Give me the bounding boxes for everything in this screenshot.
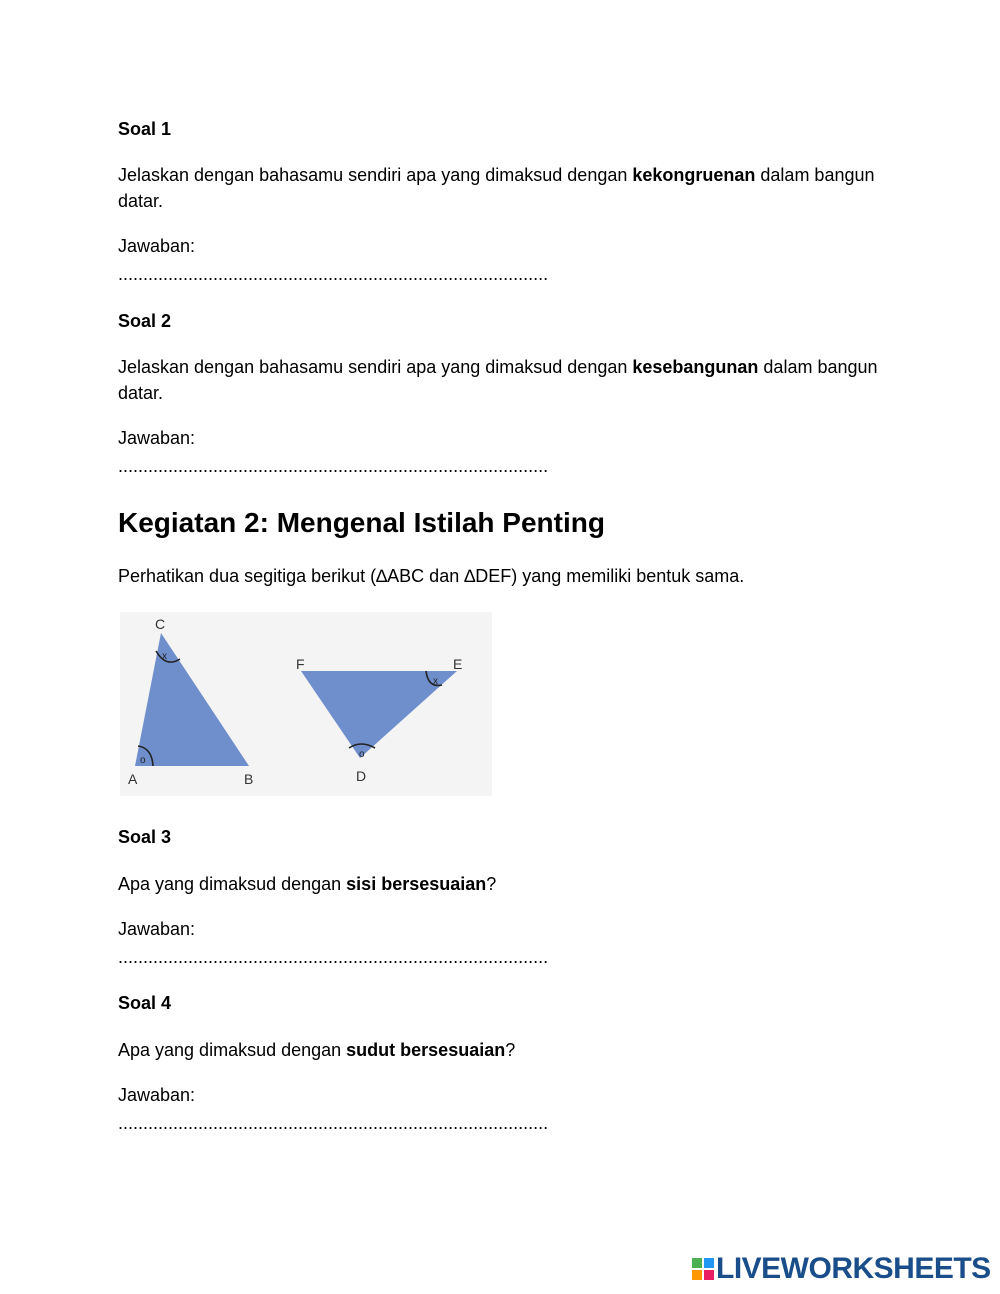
soal-1-answer-label: Jawaban: <box>118 236 196 256</box>
label-e: E <box>453 656 463 672</box>
kegiatan-2-intro: Perhatikan dua segitiga berikut (∆ABC dan ∆DEF) yang memiliki bentuk sama. <box>118 566 745 586</box>
label-f: F <box>296 656 305 672</box>
soal-2-answer-label: Jawaban: <box>118 428 196 448</box>
soal-4-term: sudut bersesuaian <box>346 1040 506 1060</box>
soal-3-title: Soal 3 <box>118 827 172 847</box>
kegiatan-2-heading: Kegiatan 2: Mengenal Istilah Penting <box>118 507 605 538</box>
soal-4-title: Soal 4 <box>118 993 172 1013</box>
angle-x-c: x <box>162 651 167 662</box>
soal-1-answer-line[interactable]: ...................................................................................... <box>118 264 549 284</box>
label-a: A <box>128 771 138 787</box>
soal-2-title: Soal 2 <box>118 311 172 331</box>
logo-text: LIVEWORKSHEETS <box>716 1252 991 1285</box>
soal-4-answer-label: Jawaban: <box>118 1085 196 1105</box>
soal-4-question: Apa yang dimaksud dengan sudut bersesuaian? <box>118 1040 516 1060</box>
triangle-abc <box>135 633 249 766</box>
angle-o-d: o <box>359 749 365 760</box>
soal-3-term: sisi bersesuaian <box>346 874 487 894</box>
soal-1-title: Soal 1 <box>118 119 172 139</box>
soal-3-answer-line[interactable]: ...................................................................................... <box>118 947 549 967</box>
logo-blocks-icon <box>692 1257 716 1281</box>
soal-1-term: kekongruenan <box>632 165 756 185</box>
soal-3-question: Apa yang dimaksud dengan sisi bersesuaian? <box>118 874 497 894</box>
soal-4-answer-line[interactable]: ...................................................................................... <box>118 1113 549 1133</box>
angle-x-e: x <box>433 676 438 687</box>
label-c: C <box>155 616 166 632</box>
triangles-figure <box>120 612 492 796</box>
soal-2-answer-line[interactable]: ...................................................................................... <box>118 456 549 476</box>
soal-1-question: Jelaskan dengan bahasamu sendiri apa yang dimaksud dengan kekongruenan dalam bangun datar. <box>118 165 875 211</box>
soal-2-question: Jelaskan dengan bahasamu sendiri apa yang dimaksud dengan kesebangunan dalam bangun datar. <box>118 357 878 403</box>
label-d: D <box>356 768 367 784</box>
soal-3-answer-label: Jawaban: <box>118 919 196 939</box>
soal-2-term: kesebangunan <box>632 357 759 377</box>
liveworksheets-logo <box>692 1254 991 1284</box>
label-b: B <box>244 771 254 787</box>
angle-o-a: o <box>140 755 146 766</box>
triangles-svg <box>120 612 492 796</box>
